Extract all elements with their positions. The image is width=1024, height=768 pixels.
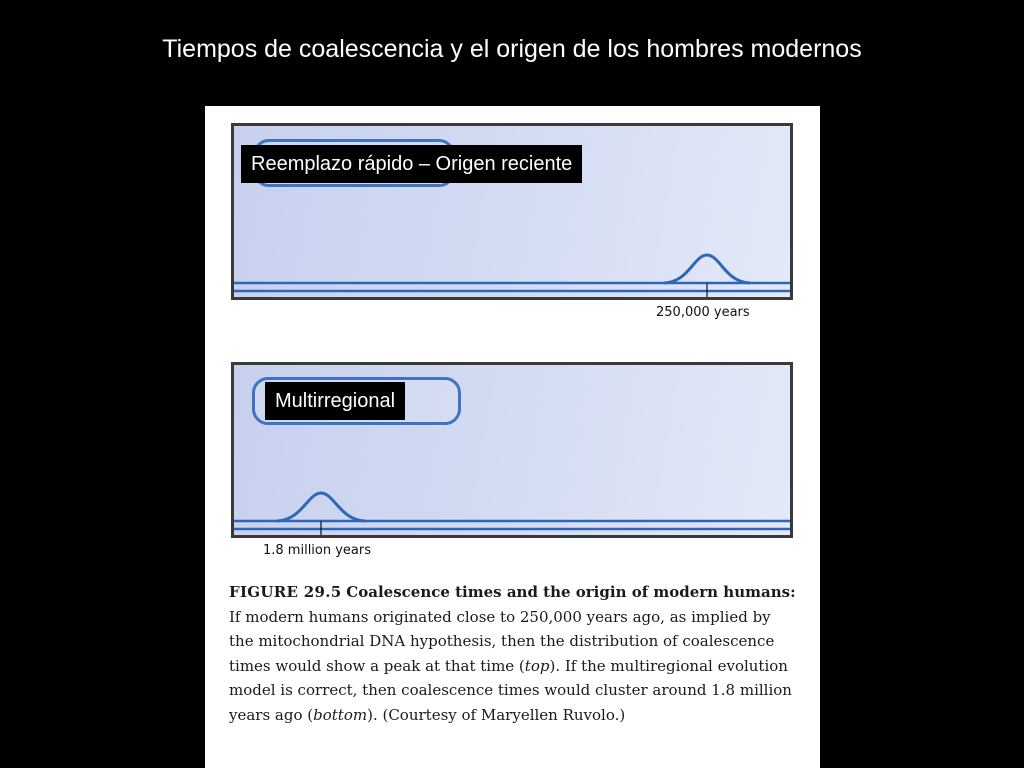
slide-title: Tiempos de coalescencia y el origen de los hombres modernos — [162, 35, 862, 63]
figure — [205, 106, 820, 768]
caption-italic-top: top — [524, 656, 550, 675]
tick-label-250000-years: 250,000 years — [656, 305, 750, 320]
figure-number: FIGURE 29.5 — [229, 583, 342, 601]
caption-text-1: If modern humans originated close to 250,000 years ago, as implied by the mitochondrial DNA hypothesis, then the distribution of coalescence times would show a peak at that time ( — [229, 607, 775, 675]
chart-panel-multiregional — [231, 362, 793, 538]
figure-title: Coalescence times and the origin of modern humans: — [346, 583, 796, 601]
chart-panel-recent-origin — [231, 123, 793, 300]
coalescence-peak-curve — [277, 493, 365, 521]
caption-text-3: ). (Courtesy of Maryellen Ruvolo.) — [367, 705, 626, 724]
panel-label-multiregional: Multirregional — [265, 382, 405, 420]
tick-label-1-8-million-years: 1.8 million years — [263, 543, 372, 558]
figure-caption — [229, 580, 799, 727]
panel-label-recent-origin: Reemplazo rápido – Origen reciente — [241, 145, 582, 183]
caption-text-2: ). If the multiregional evolution model is correct, then coalescence times would cluster around 1.8 million years ago ( — [229, 656, 792, 724]
caption-italic-bottom: bottom — [313, 705, 368, 724]
coalescence-peak-curve — [664, 255, 750, 283]
